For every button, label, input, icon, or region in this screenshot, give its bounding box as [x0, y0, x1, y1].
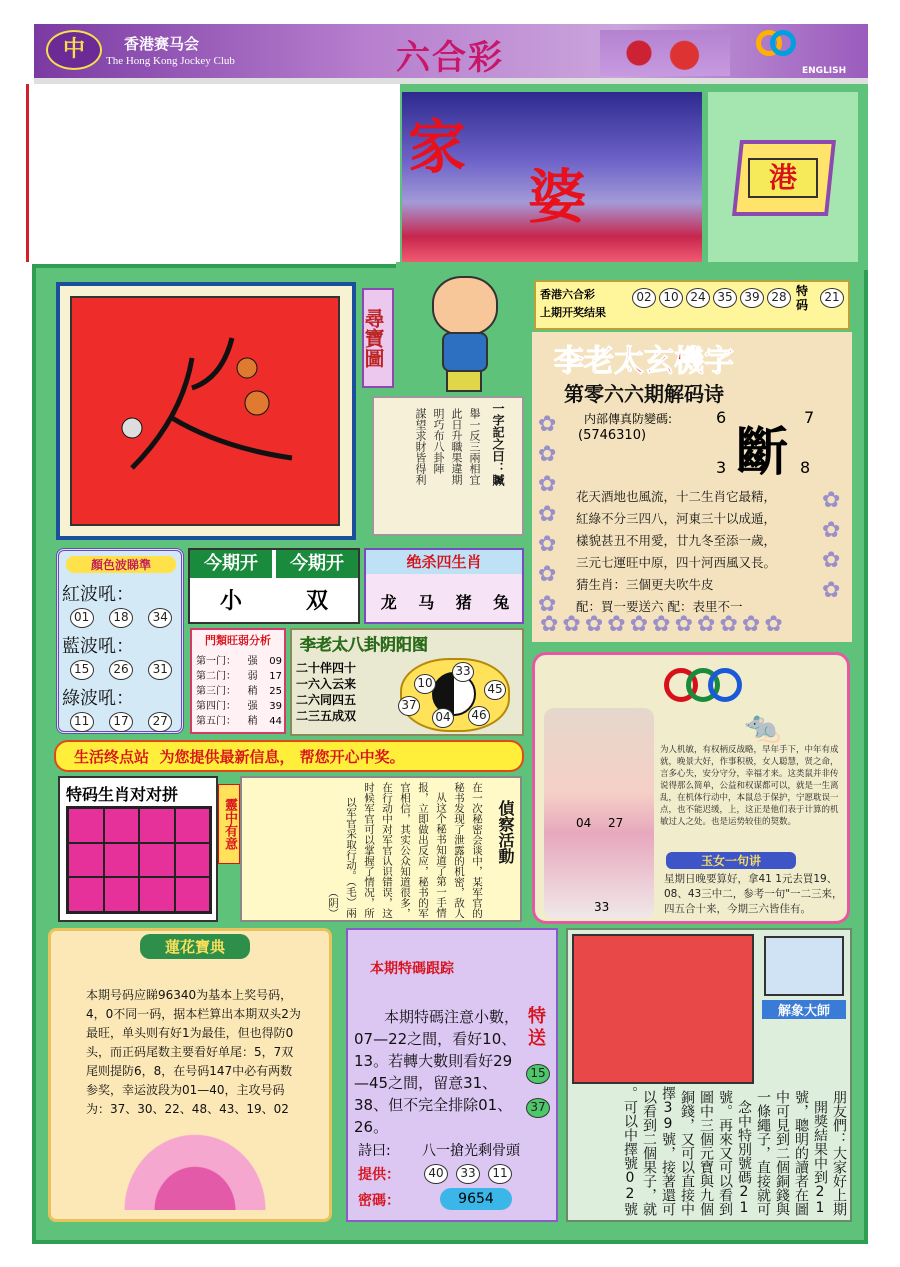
kaiqi-head: 今期开 [190, 550, 272, 578]
bagua-ball: 37 [398, 696, 420, 716]
corner-num: 7 [804, 408, 815, 427]
wuxing-subtitle: 玉女一句讲 [666, 852, 796, 869]
org-name-en: The Hong Kong Jockey Club [106, 55, 235, 67]
song-ball: 37 [526, 1098, 550, 1118]
bagua-line: 一六入云来 [296, 677, 357, 691]
writing-icon [764, 936, 844, 996]
scroll-title: 一字記之曰：贓 [491, 402, 505, 486]
flower-border-right: ✿ ✿ ✿ ✿ [822, 488, 841, 603]
wave-title: 顏色波睇準 [66, 556, 176, 573]
corner-num: 3 [716, 458, 727, 477]
poem-line: 花天酒地也風流，十二生肖它最精， [576, 489, 777, 504]
wave-ball: 18 [109, 608, 133, 628]
jiexiang-picture [572, 934, 754, 1084]
menlei-label: 第三门： [196, 686, 236, 697]
results-label: 香港六合彩 [540, 288, 595, 301]
detective-title: 偵察活動 [496, 800, 515, 864]
result-ball: 24 [686, 288, 710, 308]
tema-title: 本期特碼跟踪 [370, 961, 454, 977]
wuxing-subtext: 星期日晚要算好，拿41 1元去買19、08、43三中二，参考一句"一二三来，四五合十来，今期三六皆佳有。 [664, 873, 843, 915]
result-ball: 28 [767, 288, 791, 308]
hkjc-logo: 中 [46, 30, 102, 70]
girl-photo [544, 708, 654, 918]
menlei-state: 强 [247, 656, 258, 667]
menlei-rows [196, 654, 282, 729]
wave-label: 紅波吼： [62, 584, 134, 605]
corner-num: 6 [716, 408, 727, 427]
juesha-item: 猪 [455, 593, 472, 612]
juesha-item: 兔 [493, 593, 510, 612]
badge-port: 港 [748, 158, 818, 198]
scroll-line: 謀望求財皆得利 [414, 408, 427, 485]
bagua-lines [296, 660, 356, 724]
detective-text: 在一次秘密会谈中，某军官的秘书发现了泄露的机密，敌人从这个秘书知道了第一手情报，立即做出反应，秘书的军官相信，其实公众知道很多，在行动中对军官认识错误，这时候军官可以掌握了情况，所以军官采取行动。（毛）兩（阴） [327, 781, 483, 918]
blank-panel [26, 84, 400, 262]
tigong-label: 提供： [358, 1167, 400, 1183]
kaiqi-head: 今期开 [276, 550, 358, 578]
menlei-num: 25 [269, 686, 282, 697]
girl-num: 04 [576, 816, 592, 830]
poem-line: 樣貌甚丑不用愛，廿九冬至添一歲， [576, 533, 777, 548]
menlei-num: 09 [269, 656, 282, 667]
poem-title: 第零六六期解码诗 [564, 382, 724, 406]
wave-rows [62, 580, 180, 734]
kaiqi-value: 小 [219, 589, 242, 614]
menlei-title: 門類旺弱分析 [205, 634, 271, 647]
banner-title-2: 婆 [528, 163, 587, 231]
poem-line: 紅綠不分三四八，河東三十以成遁， [576, 511, 777, 526]
li-lao-title: 李老太玄機字 [554, 344, 734, 379]
pairs-title: 特码生肖对对拼 [66, 785, 179, 804]
menlei-num: 44 [269, 716, 282, 727]
scroll-line: 此日升職果違期 [450, 408, 463, 485]
scroll-line: 舉一反三兩相宜 [468, 408, 481, 485]
bagua-line: 二十伴四十 [296, 661, 357, 675]
poem-text: 八一搶光剩骨頭 [422, 1143, 520, 1159]
wave-ball: 01 [70, 608, 94, 628]
menlei-state: 弱 [247, 671, 258, 682]
tigong-ball: 33 [456, 1164, 480, 1184]
life-banner-text: 生活终点站 为您提供最新信息， 帮您开心中奖。 [74, 748, 405, 766]
result-ball: 35 [713, 288, 737, 308]
result-ball: 10 [659, 288, 683, 308]
wave-ball: 34 [148, 608, 172, 628]
bagua-line: 二六同四五 [296, 693, 357, 707]
bagua-ball: 45 [484, 680, 506, 700]
wave-ball: 31 [148, 660, 172, 680]
lianhua-text: 本期号码应睇96340为基本上奖号码，4，0不同一码，据本栏算出本期双头2为最旺，单头则有好1为最佳，但也得防0头，而正码尾数主要看好单尾：5，7双尾则提防6，8，在号码147中必有两数参奖，幸运波段为01—40，主攻号码为：37、30、22、48、43、19、02 [86, 988, 301, 1116]
bagua-ball: 33 [452, 662, 474, 682]
english-link[interactable]: ENGLISH [802, 66, 847, 76]
pig-mascot [420, 276, 510, 396]
juesha-items [370, 590, 520, 613]
corner-num: 8 [800, 458, 811, 477]
menlei-label: 第一门： [196, 656, 236, 667]
flower-border-bottom: ✿✿✿✿✿✿✿✿✿✿✿ [540, 612, 787, 637]
wuxing-text: 为人机敏，有权柄反战略，早年手下，中年有成就，晚景大好，作事积极，女人聪慧，贤之命，言多心失，安分守分，幸福才来。这类鼠并非传说得那么简单，公益和权谋都可以，就是一生离乱，在机体行动中，本鼠总于保护，宁愿耽误一点，也不能迟缓，上，这正是他们表于计算的机敏过人之处。也是运势较佳的契数。 [660, 745, 839, 827]
pairs-grid [66, 806, 212, 914]
bagua-line: 二三五成双 [296, 709, 357, 723]
bagua-ball: 46 [468, 706, 490, 726]
header-title: 六合彩 [396, 38, 504, 78]
wave-ball: 11 [70, 712, 94, 732]
bagua-ball: 04 [432, 708, 454, 728]
tigong-ball: 11 [488, 1164, 512, 1184]
wave-ball: 26 [109, 660, 133, 680]
poem-line: 配：買一要送六 配：表里不一 [576, 599, 743, 614]
menlei-label: 第四门： [196, 701, 236, 712]
poem-body [576, 486, 842, 618]
branch-drawing [72, 298, 342, 528]
pairs-side-label: 靈中有意 [218, 784, 240, 864]
banner-title-1: 家 [408, 113, 467, 181]
menlei-label: 第二门： [196, 671, 236, 682]
fax-label: 内部傳真防變碼: [584, 412, 673, 426]
kaiqi-value: 双 [305, 589, 328, 614]
org-name-cn: 香港赛马会 [124, 35, 200, 53]
special-label: 特码 [796, 284, 809, 312]
olympic-rings [664, 664, 744, 704]
treasure-label: 尋寶圖 [362, 288, 394, 388]
juesha-item: 马 [418, 593, 435, 612]
special-ball: 21 [820, 288, 844, 308]
menlei-state: 稍 [247, 716, 258, 727]
treasure-picture [70, 296, 340, 526]
juesha-item: 龙 [380, 593, 397, 612]
big-char: 斷 [736, 422, 789, 483]
poem-line: 三元七運旺中原，四十河西風又長。 [576, 555, 777, 570]
wave-label: 綠波吼： [62, 688, 134, 709]
jiexiang-label: 解象大師 [762, 1000, 846, 1019]
girl-num: 33 [594, 900, 610, 914]
menlei-state: 稍 [247, 686, 258, 697]
lianhua-title: 蓮花寶典 [140, 934, 250, 959]
song-ball: 15 [526, 1064, 550, 1084]
wave-label: 藍波吼： [62, 636, 134, 657]
results-numbers [632, 288, 791, 308]
bagua-ball: 10 [414, 674, 436, 694]
mima-label: 密碼： [358, 1193, 400, 1209]
tigong-nums [424, 1164, 512, 1184]
wave-ball: 17 [109, 712, 133, 732]
lottery-logo [756, 30, 796, 60]
menlei-state: 强 [247, 701, 258, 712]
juesha-title: 绝杀四生肖 [366, 550, 522, 574]
wave-ball: 15 [70, 660, 94, 680]
rat-icon: 🐀 [744, 710, 782, 745]
tema-text: 本期特碼注意小數，07—22之間，看好10、13。若轉大數則看好29—45之間，留意31、38、但不完全排除01、26。 [354, 1008, 520, 1136]
scroll-line: 明巧布八卦陣 [432, 408, 445, 474]
lotus-image [120, 1130, 270, 1210]
poem-label: 詩曰: [358, 1143, 391, 1159]
tigong-ball: 40 [424, 1164, 448, 1184]
results-sublabel: 上期开奖结果 [540, 306, 606, 319]
horses-image [600, 30, 730, 76]
flower-border-left: ✿ ✿ ✿ ✿ ✿ ✿ ✿ [538, 412, 557, 617]
menlei-num: 39 [269, 701, 282, 712]
menlei-num: 17 [269, 671, 282, 682]
song-label: 特送 [528, 1006, 546, 1049]
menlei-label: 第五门： [196, 716, 236, 727]
result-ball: 39 [740, 288, 764, 308]
result-ball: 02 [632, 288, 656, 308]
fax-code: (5746310) [578, 428, 647, 443]
poem-line: 猜生肖：三個更夫吹牛皮 [576, 577, 714, 592]
wave-ball: 27 [148, 712, 172, 732]
bagua-title: 李老太八卦阴阳图 [300, 635, 429, 654]
mima-value: 9654 [440, 1188, 512, 1210]
girl-num: 27 [608, 816, 624, 830]
jiexiang-text: 朋友們：大家好上期開獎結果中到21號，聰明的讀者在圖中可見到二個銅錢與一條繩子，直接就可念中特別號碼21號。再來又可以看到圖中三個元寶與九個銅錢，又可以直接中擇39號，接著還可以看到二個果子，就可以中擇號02號。 [622, 1086, 847, 1216]
